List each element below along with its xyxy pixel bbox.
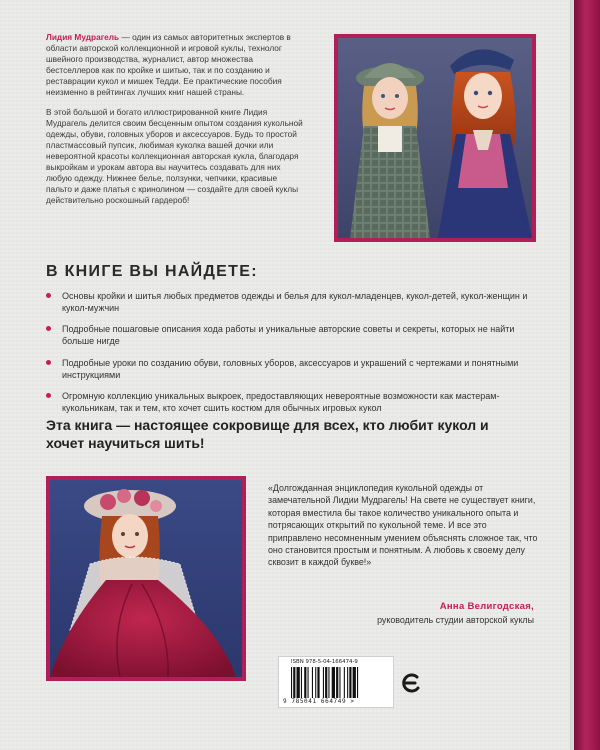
feature-text: Подробные пошаговые описания хода работы и уникальные авторские советы и секреты, которых не найти больше нигде [62,324,515,347]
barcode-digits: 9 785041 664749 > [283,698,355,705]
intro-paragraph-1 [46,32,304,99]
feature-item [46,323,546,347]
section-title: В КНИГЕ ВЫ НАЙДЕТЕ: [46,263,258,280]
intro-paragraph-1-rest: — один из самых авторитетных экспертов в области авторской коллекционной и игровой куклы, технолог швейного производства, журналист, автор множества бестселлеров как по кройке и шитью, так и по созданию и реставрации кукол и мишек Тедди. Ее практические пособия неизменно в рейтингах лучших книг нашей страны. [46,32,291,98]
review-author: Анна Велигодская, [439,601,534,612]
barcode-bars [291,667,383,698]
feature-item [46,390,546,414]
feature-text: Огромную коллекцию уникальных выкроек, предоставляющих невероятные возможности как мастерам-кукольникам, так и тем, кто хочет сшить костюм для обычных игровых кукол [62,391,500,414]
bullet-icon [46,293,51,298]
dolls-photo-top-image [338,38,532,238]
spine-band [574,0,600,750]
bullet-icon [46,360,51,365]
feature-item [46,290,546,314]
feature-item [46,357,546,381]
features-list [46,290,546,424]
eksmo-logo-icon [400,672,422,694]
author-name: Лидия Мудрагель [46,32,120,42]
feature-text: Основы кройки и шитья любых предметов одежды и белья для кукол-младенцев, кукол-детей, кукол-женщин и кукол-мужчин [62,291,528,314]
intro-text [46,32,304,214]
doll-photo-bottom-image [50,480,242,677]
tagline: Эта книга — настоящее сокровище для всех, кто любит кукол и хочет научиться шить! [46,417,489,451]
review-author-role: руководитель студии авторской куклы [377,615,534,625]
doll-photo-bottom [46,476,246,681]
isbn-number: ISBN 978-5-04-166474-9 [291,659,358,665]
feature-text: Подробные уроки по созданию обуви, головных уборов, аксессуаров и украшений с чертежами и понятными инструкциями [62,357,519,380]
barcode [278,656,394,708]
bullet-icon [46,326,51,331]
dolls-photo-top [334,34,536,242]
bullet-icon [46,393,51,398]
review-quote: «Долгожданная энциклопедия кукольной одежды от замечательной Лидии Мудрагель! На свете не существует книги, которая вместила бы такое количество уникального опыта и потрясающих открытий по кукольной теме. И все это приправлено несомненным умением объяснять сложное так, что оно становится простым и понятным. А любовь к своему делу сквозит в каждой букве!» [268,483,538,568]
intro-paragraph-2: В этой большой и богато иллюстрированной книге Лидия Мудрагель делится своим бесценным опытом создания кукольной одежды, обуви, головных уборов и аксессуаров. Будь то простой пластмассовый пупсик, любимая куколка вашей дочки или невероятной красоты коллекционная авторская кукла, благодаря выкройкам и урокам автора вы научитесь создавать для них любую одежду. Нижнее белье, ползунки, чепчики, красивые пальто и даже платья с кринолином — создайте для своей куклы действительно роскошный гардероб! [46,106,303,206]
